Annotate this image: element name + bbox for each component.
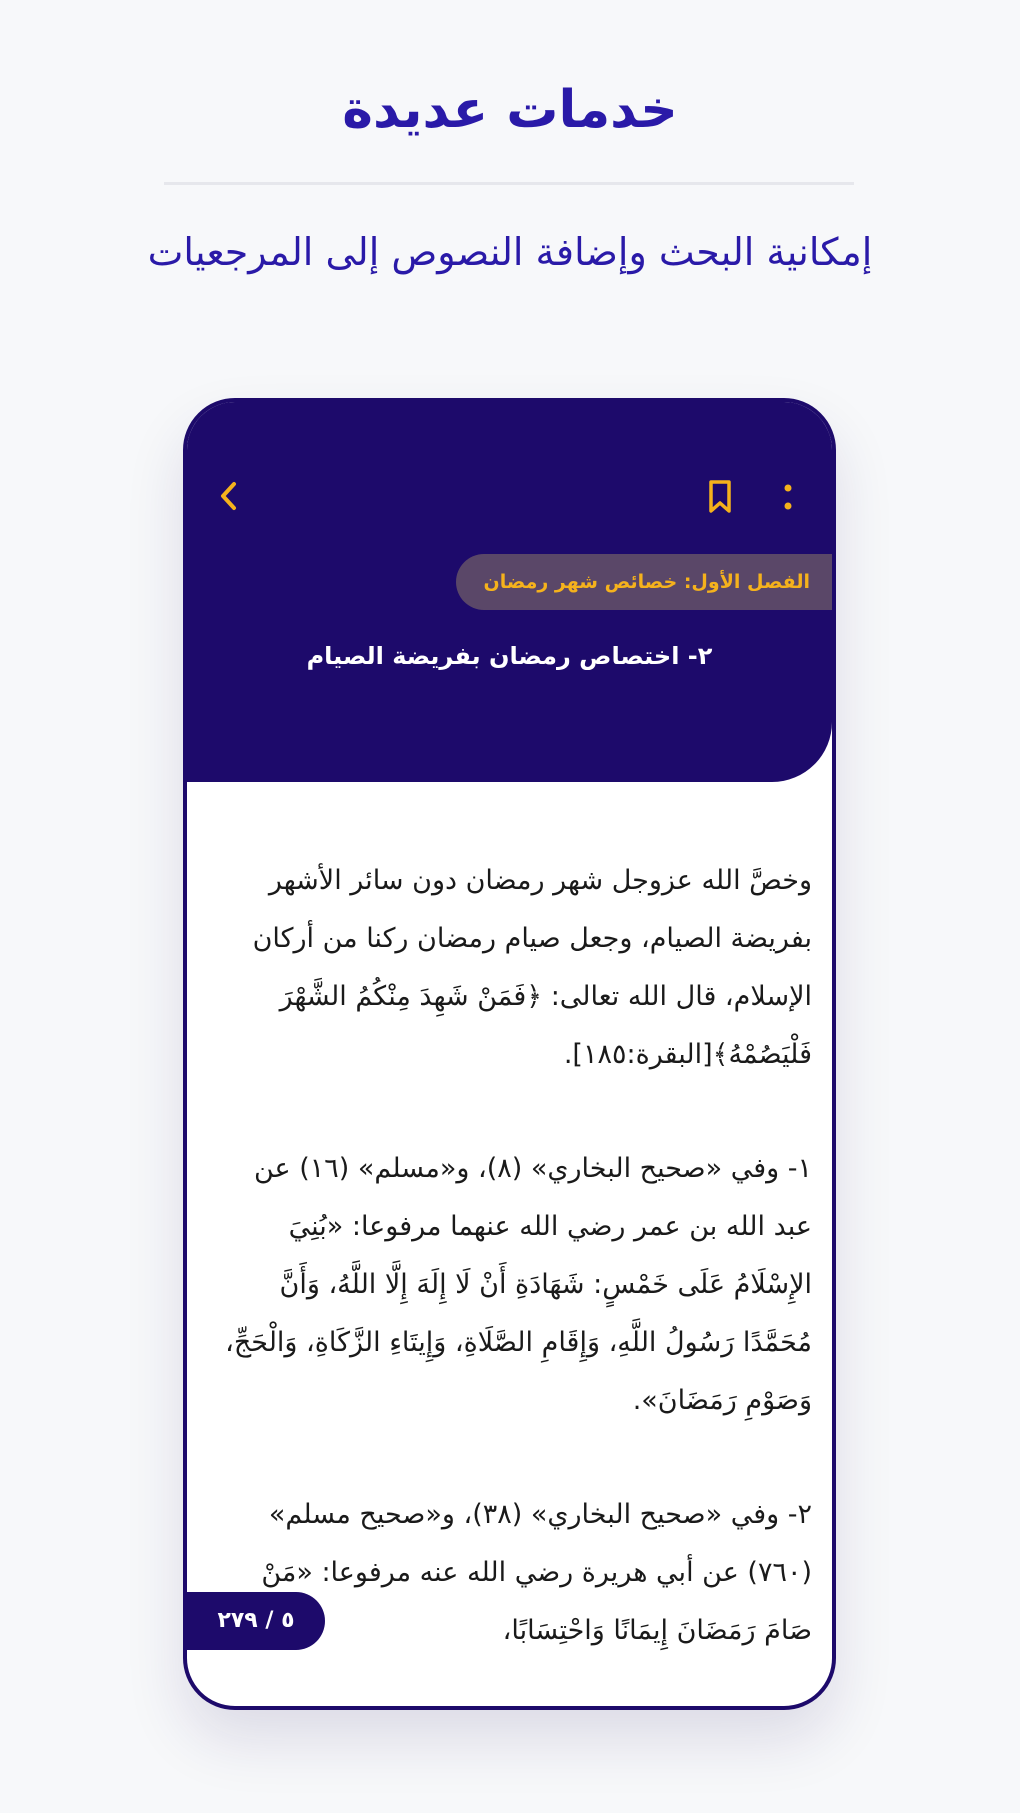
chapter-label[interactable]: الفصل الأول: خصائص شهر رمضان bbox=[456, 554, 832, 610]
content-paragraph: ١- وفي «صحيح البخاري» (٨)، و«مسلم» (١٦) عن عبد الله بن عمر رضي الله عنهما مرفوعا: «بُنِيَ الإِسْلَامُ عَلَى خَمْسٍ: شَهَادَةِ أَنْ لَا إِلَهَ إِلَّا اللَّهُ، وَأَنَّ مُحَمَّدًا رَسُولُ اللَّهِ، وَإِقَامِ الصَّلَاةِ، وَإِيتَاءِ الزَّكَاةِ، وَالْحَجِّ، وَصَوْمِ رَمَضَانَ». bbox=[225, 1153, 812, 1416]
bookmark-button[interactable] bbox=[698, 472, 742, 522]
promo-divider bbox=[164, 182, 854, 185]
bookmark-icon bbox=[706, 479, 734, 515]
chevron-left-icon bbox=[218, 479, 240, 513]
more-options-button[interactable] bbox=[766, 468, 810, 528]
promo-headline: خدمات عديدة bbox=[342, 80, 678, 140]
promo-subheadline: إمكانية البحث وإضافة النصوص إلى المرجعيات bbox=[147, 230, 873, 274]
page-indicator[interactable]: ٥ / ٢٧٩ bbox=[187, 1592, 325, 1650]
content-paragraph: ٢- وفي «صحيح البخاري» (٣٨)، و«صحيح مسلم» (٧٦٠) عن أبي هريرة رضي الله عنه مرفوعا: «مَنْ صَامَ رَمَضَانَ إِيمَانًا وَاحْتِسَابًا، bbox=[261, 1499, 812, 1646]
reading-content bbox=[207, 852, 812, 1710]
content-paragraph: وخصَّ الله عزوجل شهر رمضان دون سائر الأشهر بفريضة الصيام، وجعل صيام رمضان ركنا من أركان الإسلام، قال الله تعالى: ﴿فَمَنْ شَهِدَ مِنْكُمُ الشَّهْرَ فَلْيَصُمْهُ﴾[البقرة:١٨٥]. bbox=[252, 865, 812, 1070]
more-vertical-icon bbox=[783, 481, 793, 515]
app-header bbox=[187, 402, 832, 782]
section-title: ٢- اختصاص رمضان بفريضة الصيام bbox=[306, 642, 713, 670]
phone-frame bbox=[183, 398, 836, 1710]
back-button[interactable] bbox=[209, 466, 249, 526]
